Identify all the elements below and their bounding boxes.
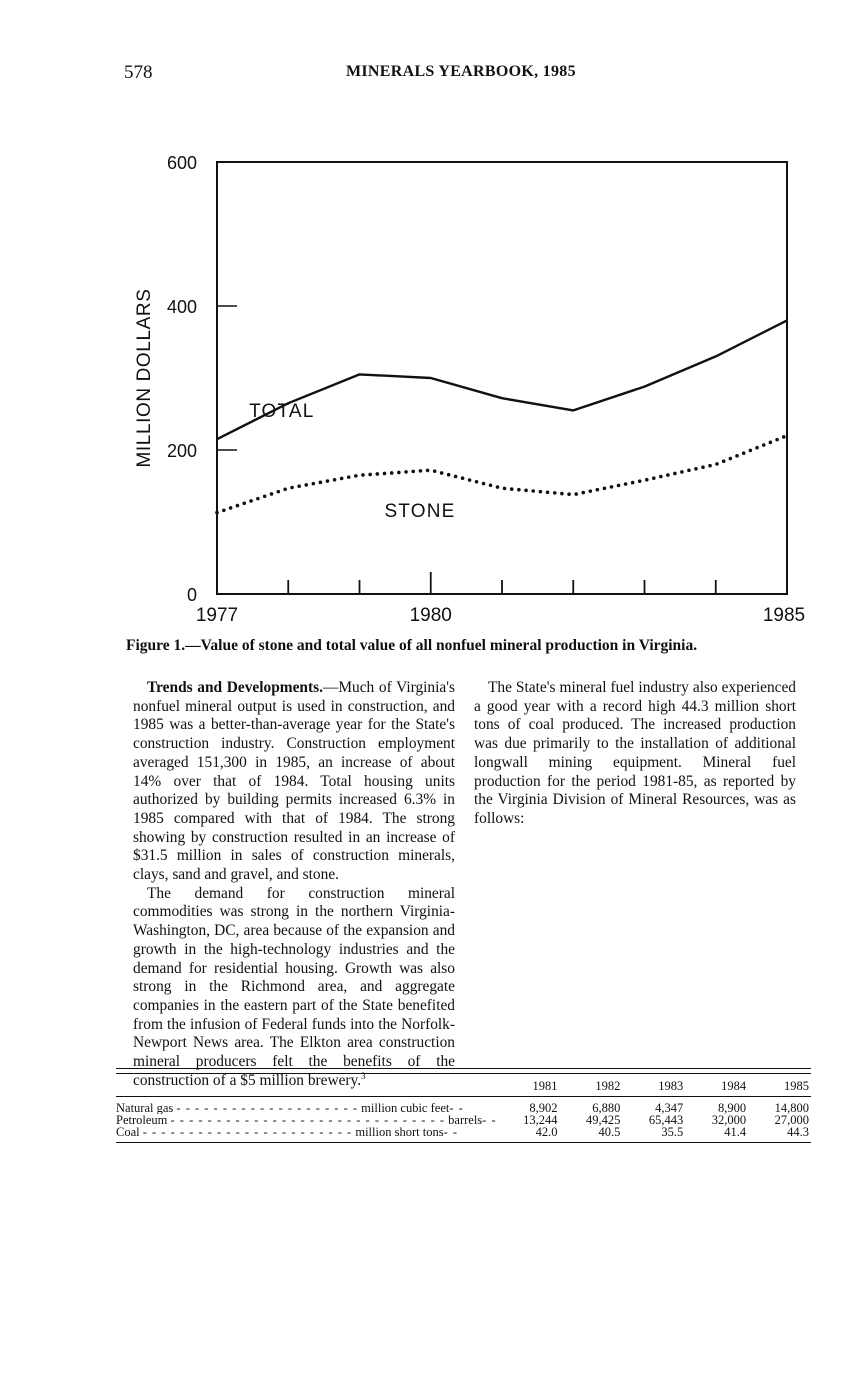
table-cell: 42.0 (535, 1125, 558, 1139)
table-cell: 14,800 (774, 1101, 809, 1115)
figure-caption: Figure 1.—Value of stone and total value of all nonfuel mineral production in Virginia. (126, 637, 698, 654)
x-tick-label: 1980 (409, 605, 452, 626)
table-cell: 40.5 (598, 1125, 621, 1139)
table-cell: 35.5 (661, 1125, 684, 1139)
text-column-left (133, 679, 455, 1090)
section-run-in-heading: Trends and Developments. (147, 679, 323, 696)
stone-series-line (217, 436, 787, 513)
x-tick-label: 1985 (762, 605, 806, 626)
row-unit: million cubic feet (361, 1101, 450, 1114)
row-label: Petroleum (116, 1114, 168, 1126)
table-cell: 8,900 (718, 1101, 747, 1115)
text-column-right (474, 679, 796, 829)
paragraph-trends-text: —Much of Virginia's nonfuel mineral output is used in construction, and 1985 was a better-than-average year for the State's construction industry. Construction employment averaged 151,300 in 1985, an increase of about 14% over that of 1984. Total housing units authorized by building permits increased 6.3% in 1985 compared with that of 1984. The strong showing by construction resulted in an increase of $31.5 million in sales of construction minerals, clays, sand and gravel, and stone. (133, 679, 455, 884)
column-header-year: 1983 (658, 1079, 684, 1093)
paragraph-demand-text: The demand for construction mineral commodities was strong in the northern Virginia-Washington, DC, area because of the expansion and growth in the high-technology industries and the demand for residential housing. Growth was also strong in the Richmond area, and aggregate companies in the eastern part of the State benefited from the infusion of Federal funds into the Norfolk-Newport News area. The Elkton area construction mineral producers felt the benefits of the construction of a $5 million brewery. (133, 884, 455, 1089)
x-tick-label: 1977 (195, 605, 239, 626)
table-header-row (116, 1074, 811, 1097)
table-cell: 4,347 (655, 1101, 684, 1115)
running-title: MINERALS YEARBOOK, 1985 (346, 63, 576, 80)
series-label: STONE (384, 501, 456, 523)
y-tick-label: 200 (166, 441, 197, 461)
y-axis-label: MILLION DOLLARS (134, 288, 155, 468)
column-header-year: 1981 (532, 1079, 558, 1093)
figure-chart (0, 0, 865, 630)
table-cell: 6,880 (592, 1101, 621, 1115)
table-rule-bottom (116, 1142, 811, 1143)
table-row: Petroleum - - - - - - - - - - - - - - - - - - - - - - - - - - - - - - barrels- - 13,244 49,425 65,443 32,000 27,000 (116, 1113, 809, 1127)
series-label: TOTAL (249, 401, 315, 423)
page-number: 578 (124, 62, 153, 83)
table-cell: 8,902 (529, 1101, 558, 1115)
column-header-year: 1984 (721, 1079, 747, 1093)
table-cell: 27,000 (774, 1113, 809, 1127)
y-tick-label: 400 (166, 297, 197, 317)
paragraph-demand (133, 885, 455, 1091)
table-cell: 49,425 (586, 1113, 621, 1127)
table-row: Coal - - - - - - - - - - - - - - - - - - - - - - - million short tons- - 42.0 40.5 35.5 41.4 44.3 (116, 1125, 809, 1139)
row-label: Coal (116, 1126, 140, 1138)
paragraph-fuel (474, 679, 796, 829)
table-cell: 44.3 (787, 1125, 809, 1139)
table-cell: 41.4 (724, 1125, 747, 1139)
column-header-year: 1985 (784, 1079, 809, 1093)
plot-frame (217, 162, 787, 594)
y-tick-label: 600 (166, 153, 197, 173)
row-label: Natural gas (116, 1101, 174, 1114)
table-cell: 32,000 (711, 1113, 747, 1127)
table-row: Natural gas - - - - - - - - - - - - - - - - - - - - million cubic feet- - 8,902 6,880 4,347 8,900 14,800 (116, 1097, 811, 1115)
fuel-production-table (116, 1068, 811, 1143)
table-cell: 65,443 (648, 1113, 684, 1127)
paragraph-fuel-text: The State's mineral fuel industry also experienced a good year with a record high 44.3 million short tons of coal produced. The increased production was due primarily to the installation of additional longwall mining equipment. Mineral fuel production for the period 1981-85, as reported by the Virginia Division of Mineral Resources, was as follows: (474, 679, 796, 827)
y-tick-label: 0 (186, 585, 197, 605)
row-unit: barrels (448, 1114, 483, 1126)
column-header-year: 1982 (595, 1079, 621, 1093)
footnote-ref: 3 (361, 1070, 366, 1081)
row-unit: million short tons (355, 1126, 444, 1138)
table-cell: 13,244 (523, 1113, 558, 1127)
paragraph-trends (133, 679, 455, 885)
